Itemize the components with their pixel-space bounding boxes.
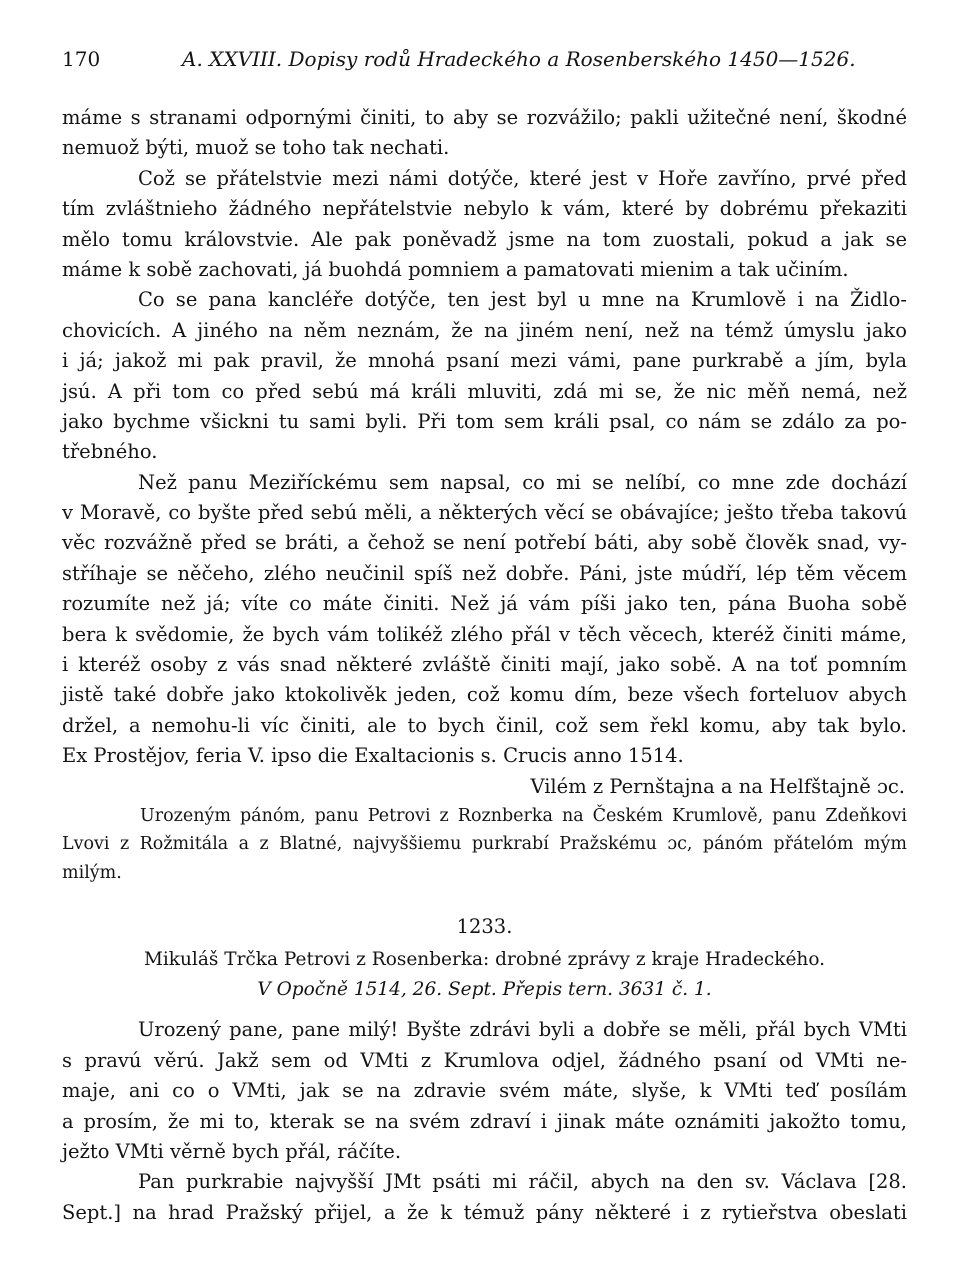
text-line: jistě také dobře jako ktokolivěk jeden, což komu dím, beze všech forteluov abych: [62, 683, 907, 707]
text-line: s pravú věrú. Jakž sem od VMti z Krumlova odjel, žádného psaní od VMti ne-: [62, 1048, 907, 1072]
text-line: stříhaje se něčeho, zlého neučinil spíš než dobře. Páni, jste múdří, lép těm věcem: [62, 561, 907, 585]
text-line: Sept.] na hrad Pražský přijel, a že k témuž pány některé i z rytieřstva obeslati: [62, 1200, 907, 1224]
text-line: tím zvláštnieho žádného nepřátelstvie nebylo k vám, které by dobrému překaziti: [62, 197, 907, 221]
text-line: věc rozvážně před se bráti, a čehož se není potřebí báti, aby sobě člověk snad, vy-: [62, 531, 907, 555]
address-line: Urozeným pánóm, panu Petrovi z Roznberka na Českém Krumlově, panu Zdeňkovi: [140, 805, 907, 826]
text-line: jsú. A při tom co před sebú má králi mluviti, zdá mi se, že nic měň nemá, než: [62, 379, 907, 403]
text-line: v Moravě, co byšte před sebú měli, a některých věcí se obávajíce; ješto třeba takovú: [62, 501, 907, 525]
text-line: máme s stranami odpornými činiti, to aby se rozvážilo; pakli užitečné není, škodné: [62, 106, 907, 129]
text-line: Co se pana kancléře dotýče, ten jest byl u mne na Krumlově i na Židlo-: [138, 288, 907, 312]
document-number: 1233.: [456, 915, 513, 939]
letter-1233-text: [62, 1015, 907, 1228]
address-line: milým.: [62, 862, 122, 883]
text-line: maje, ani co o VMti, jak se na zdravie svém máte, slyše, k VMti teď posílám: [62, 1079, 907, 1103]
text-line: jako bychme všickni tu sami byli. Při tom sem králi psal, co nám se zdálo za po-: [62, 409, 907, 433]
text-line: mělo tomu královstvie. Ale pak poněvadž jsme na tom zuostali, pokud a jak se: [62, 227, 907, 251]
letter-1232-text: [62, 103, 907, 802]
text-line: i já; jakož mi pak pravil, že mnohá psaní mezi vámi, pane purkrabě a jím, byla: [62, 349, 907, 373]
text-line: ježto VMti věrně bych přál, ráčíte.: [62, 1140, 402, 1164]
page-body: [62, 103, 907, 1228]
text-line: i kteréž osoby z vás snad některé zvláště činiti mají, jako sobě. A na toť pomním: [62, 653, 907, 677]
text-line: třebného.: [62, 440, 158, 464]
text-line: Než panu Meziříckému sem napsal, co mi se nelíbí, co mne zde dochází: [138, 470, 907, 494]
text-line: Což se přátelstvie mezi námi dotýče, které jest v Hoře zavříno, prvé před: [138, 166, 907, 190]
text-line: máme k sobě zachovati, já buohdá pomniem a pamatovati mienim a tak učiním.: [62, 257, 849, 281]
text-line: chovicích. A jiného na něm neznám, že na jiném není, než na témž úmyslu jako: [62, 318, 907, 342]
page-number: 170: [62, 47, 101, 71]
text-line: Urozený pane, pane milý! Byšte zdrávi byli a dobře se měli, přál bych VMti: [138, 1018, 907, 1042]
text-line: Ex Prostějov, feria V. ipso die Exaltacionis s. Crucis anno 1514.: [62, 744, 684, 768]
text-line: rozumíte než já; víte co máte činiti. Než já vám píši jako ten, pána Buoha sobě: [62, 592, 907, 616]
address-line: Lvovi z Rožmitála a z Blatné, najvyššiemu purkrabí Pražskému ɔc, pánóm přátelóm mým: [62, 834, 907, 855]
text-line: a prosím, že mi to, kterak se na svém zdraví i jinak máte oznámiti jakožto tomu,: [62, 1109, 907, 1133]
running-title: A. XXVIII. Dopisy rodů Hradeckého a Rosenberského 1450—1526.: [182, 47, 856, 71]
address-block: [62, 802, 907, 888]
running-head: [62, 44, 907, 74]
source-note: V Opočně 1514, 26. Sept. Přepis tern. 3631 č. 1.: [257, 979, 712, 1001]
text-line: bera k svědomie, že bych vám tolikéž zlého přál v těch věcech, kteréž činiti máme,: [62, 622, 907, 646]
signature: Vilém z Pernštajna a na Helfštajně ɔc.: [530, 774, 905, 798]
text-line: Pan purkrabie najvyšší JMt psáti mi ráčil, abych na den sv. Václava [28.: [138, 1170, 907, 1194]
text-line: držel, a nemohu-li víc činiti, ale to bych činil, což sem řekl komu, aby tak bylo.: [62, 713, 907, 737]
text-line: nemuož býti, muož se toho tak nechati.: [62, 136, 450, 160]
document-summary: Mikuláš Trčka Petrovi z Rosenberka: drobné zprávy z kraje Hradeckého.: [143, 949, 826, 971]
